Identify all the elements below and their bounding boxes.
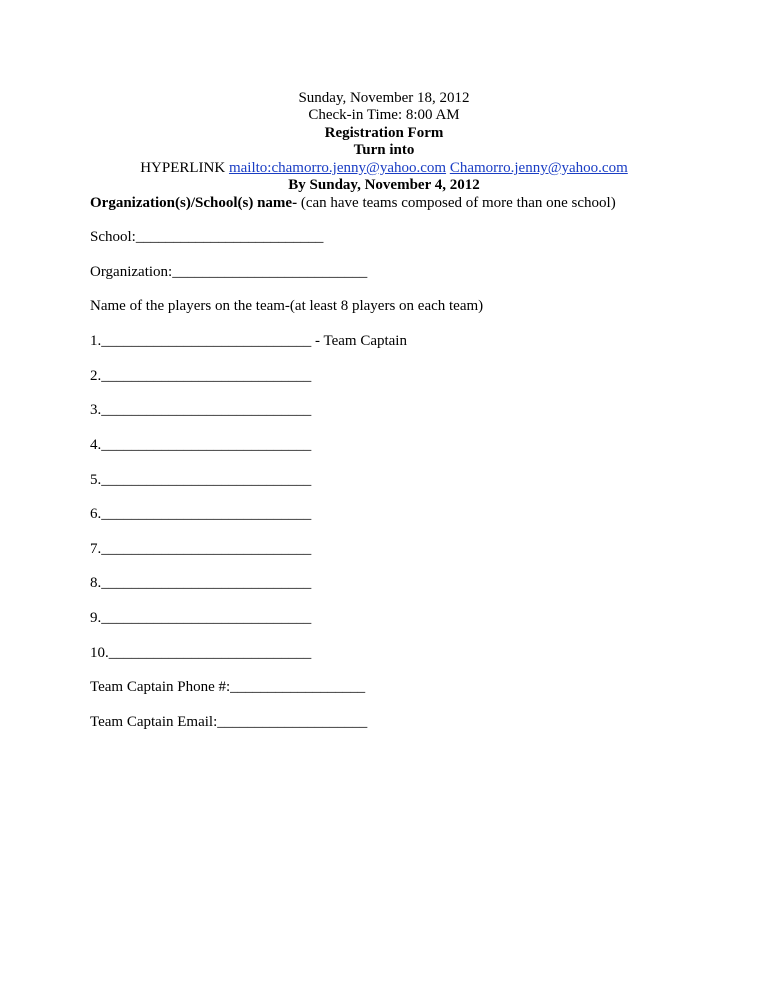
- hyperlink-prefix: HYPERLINK: [140, 159, 226, 176]
- form-title: Registration Form: [324, 124, 444, 141]
- players-heading: Name of the players on the team-(at least 8 players on each team): [90, 298, 484, 314]
- player-line-2[interactable]: 2.____________________________: [90, 368, 312, 384]
- player-line-8[interactable]: 8.____________________________: [90, 575, 312, 591]
- mailto-link[interactable]: mailto:chamorro.jenny@yahoo.com: [228, 159, 447, 176]
- player-line-9[interactable]: 9.____________________________: [90, 610, 312, 626]
- player-line-7[interactable]: 7.____________________________: [90, 541, 312, 557]
- turn-into-label: Turn into: [353, 142, 415, 159]
- event-date: Sunday, November 18, 2012: [298, 90, 470, 106]
- header-block: [0, 90, 768, 194]
- player-line-6[interactable]: 6.____________________________: [90, 506, 312, 522]
- deadline-line: By Sunday, November 4, 2012: [288, 177, 480, 194]
- captain-email-field[interactable]: Team Captain Email:____________________: [90, 714, 368, 730]
- player-line-4[interactable]: 4.____________________________: [90, 437, 312, 453]
- player-line-10[interactable]: 10.___________________________: [90, 645, 312, 661]
- org-school-label: Organization(s)/School(s) name-: [90, 195, 298, 211]
- org-school-label-line: [90, 195, 616, 212]
- player-line-1[interactable]: 1.____________________________ - Team Captain: [90, 333, 407, 349]
- hyperlink-line: [0, 160, 768, 177]
- player-line-5[interactable]: 5.____________________________: [90, 472, 312, 488]
- player-line-3[interactable]: 3.____________________________: [90, 402, 312, 418]
- org-school-note: (can have teams composed of more than one school): [297, 195, 616, 211]
- organization-field[interactable]: Organization:__________________________: [90, 264, 368, 280]
- email-link[interactable]: Chamorro.jenny@yahoo.com: [449, 159, 628, 176]
- school-field[interactable]: School:_________________________: [90, 229, 324, 245]
- captain-phone-field[interactable]: Team Captain Phone #:__________________: [90, 679, 366, 695]
- checkin-time: Check-in Time: 8:00 AM: [308, 107, 460, 124]
